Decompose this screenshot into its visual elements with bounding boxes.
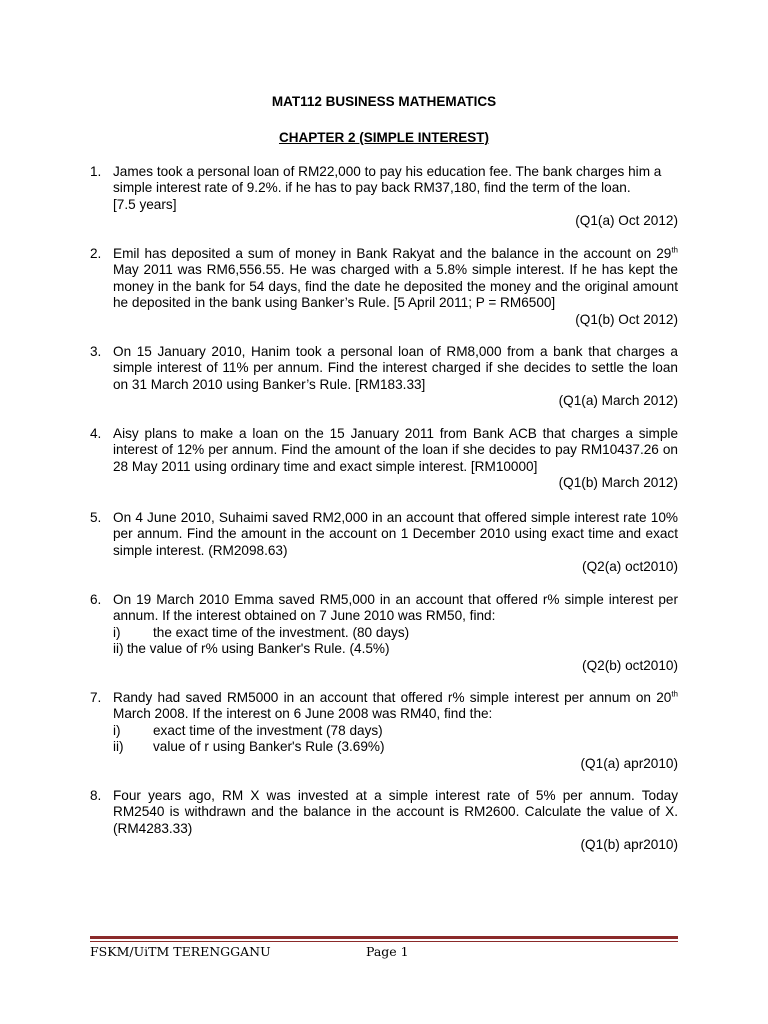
sub-question-number: ii): [113, 641, 124, 657]
question-text-line: James took a personal loan of RM22,000 to pay his education fee. The bank charges him a: [113, 164, 662, 179]
question-1: [90, 164, 678, 230]
question-text: On 4 June 2010, Suhaimi saved RM2,000 in an account that offered simple interest rate 10% per annum. Find the amount in the account on 1 December 2010 using exact time and exact simple interest. (RM2098.63): [113, 510, 678, 558]
question-source: (Q1(a) March 2012): [558, 393, 678, 409]
question-8: [90, 788, 678, 854]
ordinal-suffix: th: [671, 689, 678, 699]
footer-rule-thin: [90, 941, 678, 942]
sub-question-number: i): [113, 722, 121, 738]
footer-institution: FSKM/UiTM TERENGGANU: [90, 944, 271, 959]
sub-question-number: ii): [113, 739, 124, 755]
question-source: (Q1(a) Oct 2012): [575, 213, 678, 229]
question-text: Four years ago, RM X was invested at a simple interest rate of 5% per annum. Today RM2540 is withdrawn and the balance in the account is RM2600. Calculate the value of X. (RM4283.33): [113, 788, 678, 836]
sub-question-text: the value of r% using Banker's Rule. (4.5%): [127, 641, 390, 657]
question-number: 6.: [90, 592, 102, 607]
question-answer: [7.5 years]: [113, 196, 177, 212]
question-3: [90, 344, 678, 410]
question-5: [90, 510, 678, 576]
question-text: Randy had saved RM5000 in an account that offered r% simple interest per annum on 20: [113, 690, 672, 705]
sub-question: [113, 625, 678, 641]
footer-page-number: Page 1: [366, 944, 409, 959]
question-number: 4.: [90, 426, 102, 441]
question-text: Aisy plans to make a loan on the 15 January 2011 from Bank ACB that charges a simple interest of 12% per annum. Find the amount of the loan if she decides to pay RM10437.26 on 28 May 2011 using ordinary time and exact simple interest. [RM10000]: [113, 426, 678, 474]
sub-question-text: the exact time of the investment. (80 days): [153, 624, 410, 640]
sub-question-number: i): [113, 624, 121, 640]
chapter-title: CHAPTER 2 (SIMPLE INTEREST): [278, 130, 489, 145]
sub-question-text: value of r using Banker's Rule (3.69%): [153, 739, 385, 755]
question-source: (Q1(b) Oct 2012): [575, 311, 678, 327]
question-text: On 15 January 2010, Hanim took a personal loan of RM8,000 from a bank that charges a simple interest of 11% per annum. Find the interest charged if she decides to settle the loan on 31 March 2010 using Banker’s Rule. [RM183.33]: [113, 344, 678, 392]
question-6: [90, 592, 678, 674]
question-number: 2.: [90, 246, 102, 261]
question-4: [90, 426, 678, 492]
question-source: (Q2(a) oct2010): [582, 559, 678, 575]
question-2: [90, 246, 678, 328]
course-title: MAT112 BUSINESS MATHEMATICS: [271, 94, 497, 109]
sub-question: [113, 641, 678, 657]
footer-rule-thick: [90, 936, 678, 939]
question-text-line: simple interest rate of 9.2%. if he has to pay back RM37,180, find the term of the loan.: [113, 180, 631, 196]
question-source: (Q1(b) March 2012): [558, 475, 678, 491]
question-text: May 2011 was RM6,556.55. He was charged with a 5.8% simple interest. If he has kept the money in the bank for 54 days, find the date he deposited the money and the original amount he deposited in the bank using Banker’s Rule. [5 April 2011; P = RM6500]: [113, 262, 678, 311]
question-source: (Q1(b) apr2010): [580, 837, 678, 853]
sub-question-text: exact time of the investment (78 days): [153, 722, 383, 738]
question-number: 1.: [90, 164, 102, 179]
question-number: 5.: [90, 510, 102, 525]
question-number: 8.: [90, 788, 102, 803]
sub-question: [113, 739, 678, 755]
question-text: Emil has deposited a sum of money in Bank Rakyat and the balance in the account on 29: [113, 246, 672, 261]
question-source: (Q1(a) apr2010): [580, 755, 678, 771]
question-text: March 2008. If the interest on 6 June 2008 was RM40, find the:: [113, 706, 493, 722]
question-number: 3.: [90, 344, 102, 359]
question-source: (Q2(b) oct2010): [582, 657, 678, 673]
question-number: 7.: [90, 690, 102, 705]
sub-question: [113, 723, 678, 739]
ordinal-suffix: th: [671, 245, 678, 255]
question-text: On 19 March 2010 Emma saved RM5,000 in an account that offered r% simple interest per annum. If the interest obtained on 7 June 2010 was RM50, find:: [113, 592, 678, 624]
question-7: [90, 690, 678, 772]
